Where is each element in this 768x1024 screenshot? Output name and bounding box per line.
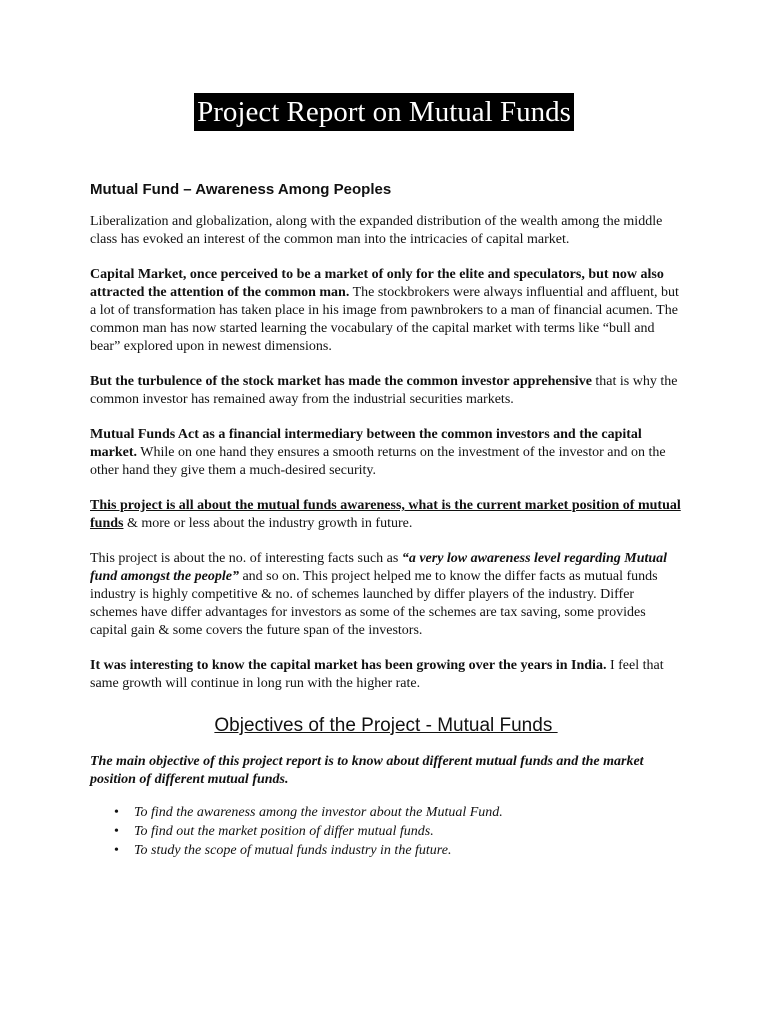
list-item-text: To find the awareness among the investor about the Mutual Fund. [134,805,503,820]
paragraph-interesting-facts-text2: and so on. This project helped me to know the differ facts as mutual funds industry is highly competitive & no. of schemes launched by differ players of the industry. Differ schemes have differ advantages for investors as some of the schemes are tax saving, some provides capital gain & some covers the future span of the investors. [90,569,658,638]
paragraph-turbulence [90,373,682,409]
bullet-icon: • [114,843,119,858]
bullet-icon: • [114,805,119,820]
paragraph-project-scope-text: & more or less about the industry growth in future. [123,516,413,531]
list-item-text: To study the scope of mutual funds industry in the future. [134,843,452,858]
paragraph-intro: Liberalization and globalization, along with the expanded distribution of the wealth among the middle class has evoked an interest of the common man into the intricacies of capital market. [90,214,663,247]
paragraph-growth [90,657,682,693]
list-item [114,822,682,841]
paragraph-mutual-funds-act [90,426,682,480]
paragraph-interesting-facts [90,550,682,640]
paragraph-capital-market-text: The stockbrokers were always influential and affluent, but a lot of transformation has taken place in his image from pawnbrokers to a man of financial acumen. The common man has now started learning the vocabulary of the capital market with terms like “bull and bear” explored upon in newest dimensions. [90,285,679,354]
paragraph-growth-text: I feel that same growth will continue in long run with the higher rate. [90,658,664,691]
list-item-text: To find out the market position of differ mutual funds. [134,824,434,839]
paragraph-turbulence-bold: But the turbulence of the stock market has made the common investor apprehensive [90,374,592,389]
paragraph-interesting-facts-quote: “a very low awareness level regarding Mutual fund amongst the people” [90,551,668,584]
document-body [90,181,682,860]
title-container [0,93,768,131]
objectives-heading: Objectives of the Project - Mutual Funds [214,715,558,736]
paragraph-interesting-facts-text1: This project is about the no. of interesting facts such as [90,551,402,566]
paragraph-turbulence-text: that is why the common investor has remained away from the industrial securities markets. [90,374,678,407]
list-item [114,803,682,822]
page-title: Project Report on Mutual Funds [194,93,574,131]
paragraph-project-scope-bold: This project is all about the mutual funds awareness, what is the current market position of mutual funds [90,498,681,531]
paragraph-project-scope [90,497,682,533]
objectives-list [90,803,682,860]
paragraph-capital-market-bold: Capital Market, once perceived to be a market of only for the elite and speculators, but now also attracted the attention of the common man. [90,267,664,300]
bullet-icon: • [114,824,119,839]
paragraph-capital-market [90,266,682,356]
objectives-intro: The main objective of this project report is to know about different mutual funds and the market position of different mutual funds. [90,754,644,787]
section-subheading: Mutual Fund – Awareness Among Peoples [90,181,392,198]
paragraph-growth-bold: It was interesting to know the capital market has been growing over the years in India. [90,658,607,673]
list-item [114,841,682,860]
paragraph-mutual-funds-act-bold: Mutual Funds Act as a financial intermediary between the common investors and the capital market. [90,427,642,460]
paragraph-mutual-funds-act-text: While on one hand they ensures a smooth returns on the investment of the investor and on the other hand they give them a much-desired security. [90,445,666,478]
